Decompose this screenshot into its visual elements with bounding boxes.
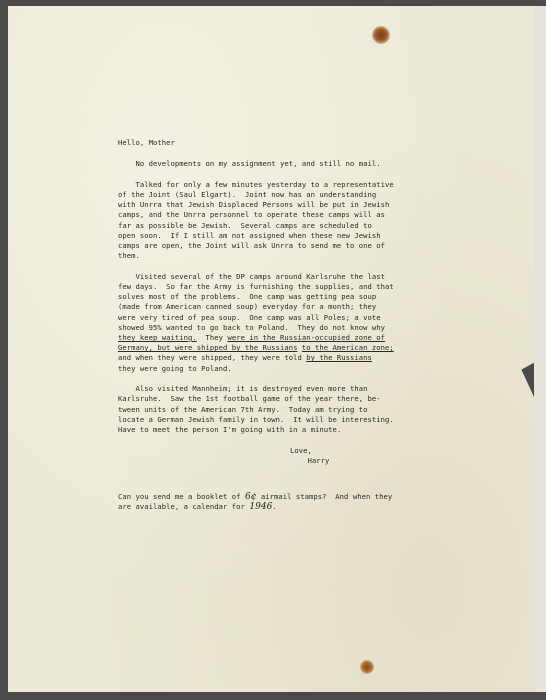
- closing-block: [290, 446, 454, 466]
- postscript-line: [118, 492, 454, 502]
- paragraph-line: them.: [118, 251, 140, 261]
- underlined-text: by the Russians: [306, 353, 372, 363]
- paragraph-1: [118, 159, 454, 169]
- paper-edge: [534, 6, 546, 692]
- underlined-text: to the American zone;: [301, 343, 394, 353]
- paragraph-line: locate a German Jewish family in town. It will be interesting.: [118, 414, 394, 424]
- underlined-text: they keep waiting.: [118, 333, 197, 342]
- paragraph-line: Talked for only a few minutes yesterday to a representative: [118, 179, 394, 189]
- paragraph-line: were very tired of pea soup. One camp was all Poles; a vote: [118, 312, 381, 322]
- handwritten-insertion: 6¢: [244, 492, 257, 503]
- paragraph-line: camps, and the Unrra personnel to operate these camps will as: [118, 210, 386, 220]
- paragraph-line: (made from American canned soup) everyday for a month; they: [118, 302, 377, 312]
- rust-stain-bottom: [360, 660, 374, 674]
- postscript: [118, 492, 454, 512]
- paragraph-line: [118, 343, 454, 353]
- postscript-line: [118, 502, 454, 512]
- paragraph-line: Also visited Mannheim; it is destroyed even more than: [118, 384, 368, 394]
- rust-stain-top: [372, 26, 390, 44]
- paragraph-3: [118, 272, 454, 374]
- paragraph-line: showed 95% wanted to go back to Poland. They do not know why: [118, 322, 386, 332]
- paragraph-line: tween units of the American 7th Army. Today am trying to: [118, 404, 368, 414]
- paragraph-line: [118, 333, 454, 343]
- paragraph-line: open soon. If I still am not assigned when these new Jewish: [118, 230, 381, 240]
- paragraph-line: [118, 353, 454, 363]
- underlined-text: were in the Russian-occupied zone of: [227, 333, 386, 342]
- paragraph-line: far as possible be Jewish. Several camps are scheduled to: [118, 220, 372, 230]
- paragraph-line: of the Joint (Saul Elgart). Joint now has an understanding: [118, 190, 377, 200]
- paragraph-line: Visited several of the DP camps around Karlsruhe the last: [118, 271, 386, 281]
- paragraph-line: few days. So far the Army is furnishing the supplies, and that: [118, 282, 394, 292]
- paragraph-line: with Unrra that Jewish Displaced Persons will be put in Jewish: [118, 200, 390, 210]
- paragraph-2: [118, 180, 454, 262]
- underlined-text: Germany, but were shipped by the Russians: [118, 343, 298, 353]
- signature: Harry: [290, 455, 330, 465]
- typed-letter: [118, 138, 454, 512]
- closing: Love,: [290, 445, 312, 455]
- handwritten-insertion: 1946: [249, 502, 273, 513]
- paragraph-line: No developments on my assignment yet, and still no mail.: [118, 159, 381, 169]
- paragraph-line: Karlsruhe. Saw the 1st football game of the year there, be-: [118, 394, 381, 404]
- text-segment: .: [272, 502, 277, 512]
- paragraph-line: they were going to Poland.: [118, 363, 232, 373]
- text-segment: and when they were shipped, they were told: [118, 353, 307, 363]
- text-segment: Can you send me a booklet of: [118, 492, 245, 502]
- paragraph-line: solves most of the problems. One camp was getting pea soup: [118, 292, 377, 302]
- text-segment: airmail stamps? And when they: [256, 492, 393, 502]
- paragraph-4: [118, 384, 454, 435]
- paragraph-line: camps are open, the Joint will ask Unrra to send me to one of: [118, 241, 386, 250]
- text-segment: They: [196, 333, 228, 342]
- greeting: Hello, Mother: [118, 138, 175, 147]
- paragraph-line: Have to meet the person I'm going with in a minute.: [118, 425, 342, 434]
- text-segment: are available, a calendar for: [118, 502, 250, 512]
